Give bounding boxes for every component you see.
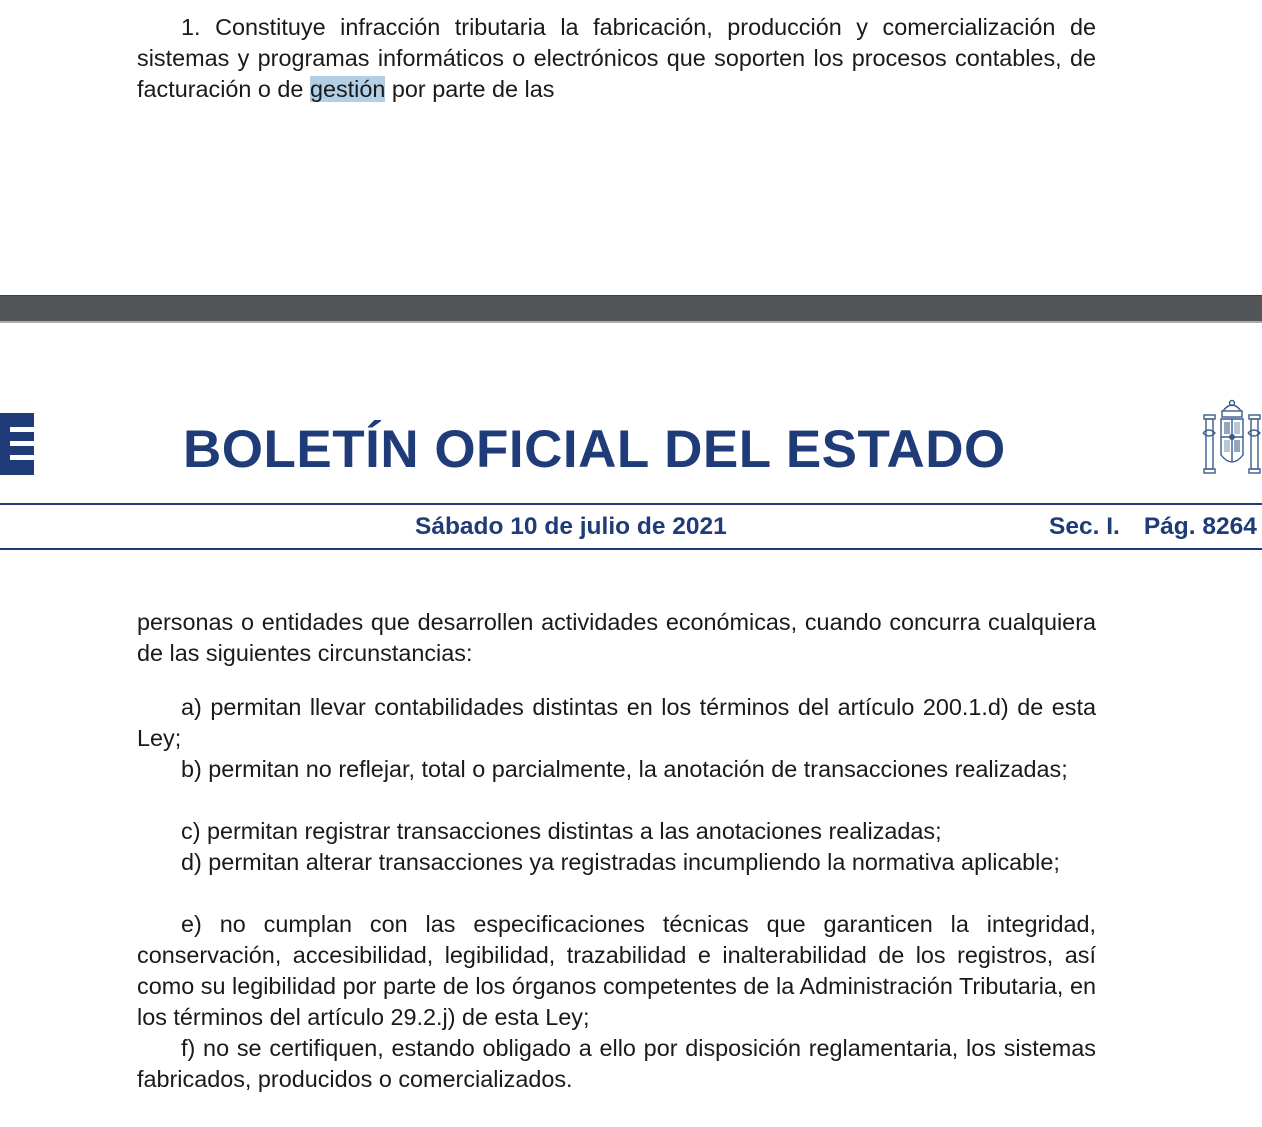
list-item-f: f) no se certifiquen, estando obligado a ello por disposición reglamentaria, los sistemas fabricados, producidos o comercializados.: [137, 1035, 1096, 1092]
publication-date: Sábado 10 de julio de 2021: [415, 513, 727, 540]
continuation-paragraph: personas o entidades que desarrollen actividades económicas, cuando concurra cualquiera de las siguientes circunstancias:: [137, 609, 1096, 666]
list-item-a: a) permitan llevar contabilidades distintas en los términos del artículo 200.1.d) de esta Ley;: [137, 694, 1096, 751]
list-item-b: b) permitan no reflejar, total o parcialmente, la anotación de transacciones realizadas;: [181, 756, 1068, 782]
section-label: Sec. I.: [1049, 513, 1120, 540]
current-page: [0, 323, 1262, 1127]
list-item-e: e) no cumplan con las especificaciones técnicas que garanticen la integridad, conservación, accesibilidad, legibilidad, trazabilidad e inalterabilidad de los registros, así como su legibilidad por parte de los órganos competentes de la Administración Tributaria, en los términos del artículo 29.2.j) de esta Ley;: [137, 911, 1096, 1030]
spain-coat-of-arms-icon: [1201, 397, 1262, 487]
list-item-c: c) permitan registrar transacciones distintas a las anotaciones realizadas;: [181, 818, 942, 844]
section-page-info: [1049, 512, 1257, 542]
page-number: Pág. 8264: [1143, 513, 1257, 540]
paragraph-article-1[interactable]: [137, 12, 1096, 105]
header-bottom-rule: [0, 548, 1262, 550]
paragraph-text-before: 1. Constituye infracción tributaria la fabricación, producción y comercialización de sistemas y programas informáticos o electrónicos que soporten los procesos contables, de facturación o de: [137, 14, 1096, 102]
previous-page: [0, 0, 1262, 295]
masthead-title: BOLETÍN OFICIAL DEL ESTADO: [183, 420, 1006, 479]
paragraph-text-after: por parte de las: [385, 76, 555, 102]
search-highlight[interactable]: gestión: [309, 76, 386, 102]
boe-logo-icon: [0, 413, 34, 475]
list-item-d: d) permitan alterar transacciones ya registradas incumpliendo la normativa aplicable;: [181, 849, 1060, 875]
header-top-rule: [0, 503, 1262, 505]
page-separator: [0, 295, 1262, 323]
